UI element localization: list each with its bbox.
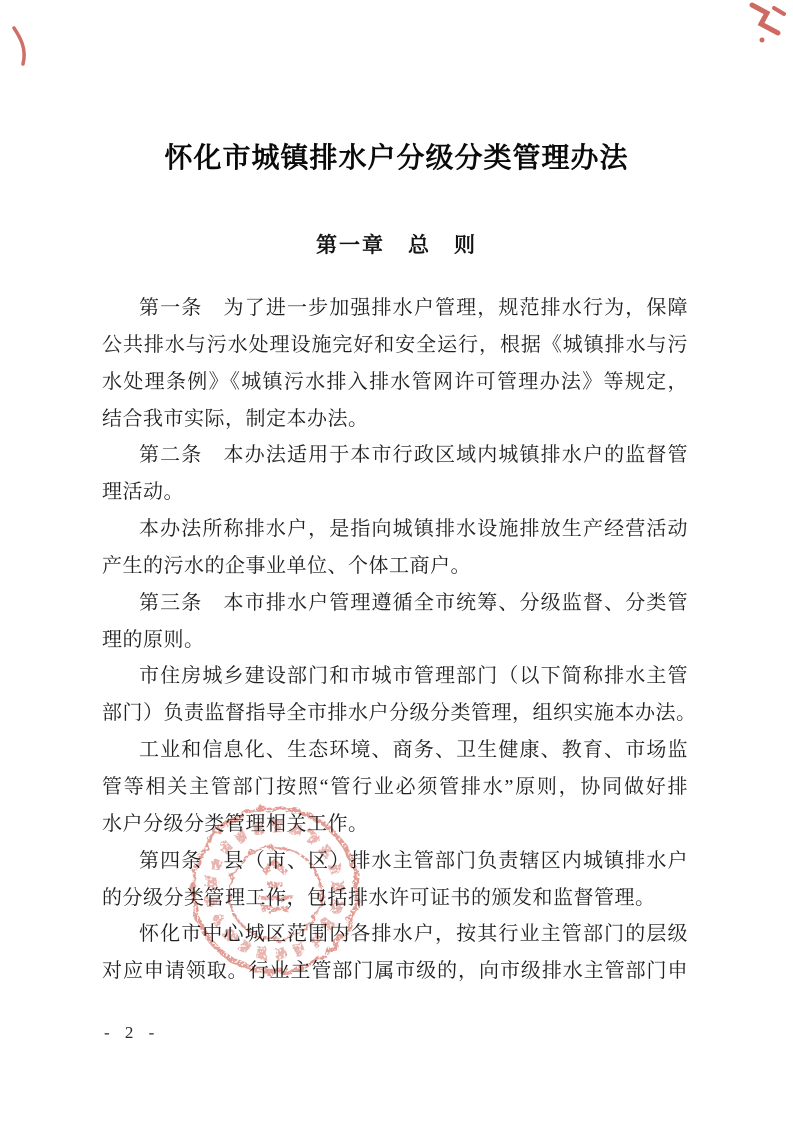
paragraph-line: 怀化市中心城区范围内各排水户，按其行业主管部门的层级	[139, 923, 688, 946]
paragraph-line: 产生的污水的企事业单位、个体工商户。	[102, 554, 471, 577]
paragraph-line: 工业和信息化、生态环境、商务、卫生健康、教育、市场监	[139, 739, 688, 762]
paragraph-line: 第一条 为了进一步加强排水户管理，规范排水行为，保障	[139, 297, 688, 319]
paragraph-line: 理活动。	[102, 481, 184, 504]
paragraph-line: 第二条 本办法适用于本市行政区域内城镇排水户的监督管	[139, 444, 688, 467]
red-ink-mark-top-right	[744, 0, 793, 50]
chapter-heading: 第一章 总 则	[316, 234, 477, 257]
paragraph-line: 理的原则。	[102, 628, 205, 651]
paragraph-line: 部门）负责监督指导全市排水户分级分类管理，组织实施本办法。	[102, 702, 697, 725]
paragraph-line: 第四条 县（市、区）排水主管部门负责辖区内城镇排水户	[139, 849, 688, 872]
paragraph-line: 对应申请领取。行业主管部门属市级的，向市级排水主管部门申	[102, 960, 688, 983]
paragraph-line: 第三条 本市排水户管理遵循全市统筹、分级监督、分类管	[139, 591, 688, 614]
paragraph-line: 水户分级分类管理相关工作。	[102, 812, 369, 835]
paragraph-line: 管等相关主管部门按照“管行业必须管排水”原则，协同做好排	[102, 775, 688, 798]
paragraph-line: 水处理条例》《城镇污水排入排水管网许可管理办法》等规定，	[102, 370, 688, 393]
document-body	[102, 290, 697, 990]
paragraph-line: 的分级分类管理工作，包括排水许可证书的颁发和监督管理。	[102, 886, 656, 909]
paragraph-line: 公共排水与污水处理设施完好和安全运行，根据《城镇排水与污	[102, 333, 688, 356]
paragraph-line: 结合我市实际，制定本办法。	[102, 407, 369, 430]
page-number: - 2 -	[104, 1023, 158, 1042]
red-ink-mark-top-left	[6, 24, 36, 68]
paragraph-line: 本办法所称排水户，是指向城镇排水设施排放生产经营活动	[139, 518, 688, 541]
paragraph-line: 市住房城乡建设部门和市城市管理部门（以下简称排水主管	[139, 665, 688, 688]
document-title: 怀化市城镇排水户分级分类管理办法	[164, 143, 629, 174]
